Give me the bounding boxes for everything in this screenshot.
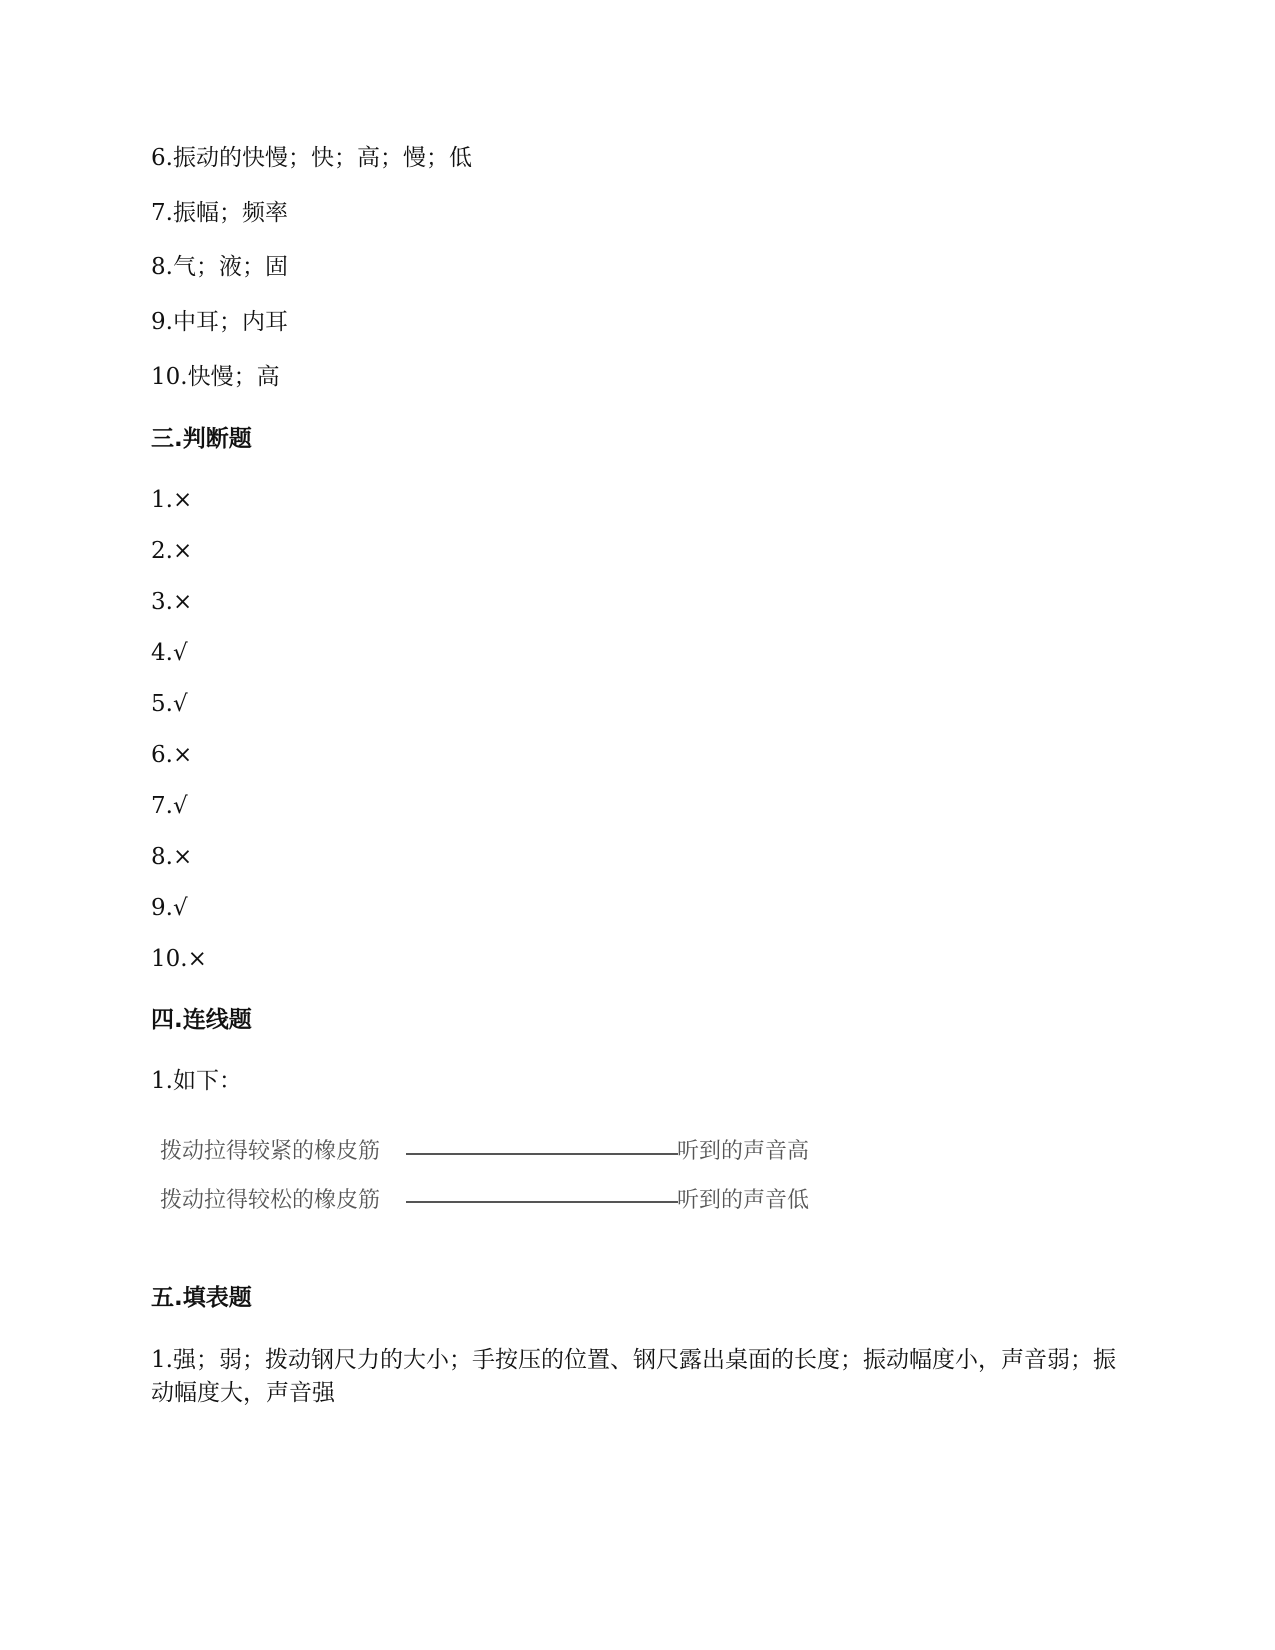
judgement-answer-9: 9.√: [151, 895, 188, 921]
matching-left-2: 拨动拉得较松的橡皮筋: [160, 1188, 381, 1213]
judgement-answer-1: 1.×: [151, 487, 193, 513]
matching-right-2: 听到的声音低: [677, 1188, 810, 1213]
section-heading-table: 五.填表题: [151, 1285, 252, 1311]
fill-answer-7: 7.振幅；频率: [151, 200, 288, 226]
fill-answer-6: 6.振动的快慢；快；高；慢；低: [151, 145, 472, 171]
judgement-answer-4: 4.√: [151, 640, 188, 666]
matching-left-1: 拨动拉得较紧的橡皮筋: [160, 1139, 381, 1164]
judgement-answer-10: 10.×: [151, 946, 207, 972]
section-heading-judgement: 三.判断题: [151, 426, 252, 452]
judgement-answer-8: 8.×: [151, 844, 193, 870]
section-heading-matching: 四.连线题: [151, 1007, 252, 1033]
matching-connector-1: [406, 1153, 678, 1155]
fill-answer-9: 9.中耳；内耳: [151, 309, 288, 335]
judgement-answer-5: 5.√: [151, 691, 188, 717]
judgement-answer-2: 2.×: [151, 538, 193, 564]
fill-answer-8: 8.气；液；固: [151, 254, 288, 280]
fill-answer-10: 10.快慢；高: [151, 364, 280, 390]
judgement-answer-6: 6.×: [151, 742, 193, 768]
judgement-answer-7: 7.√: [151, 793, 188, 819]
table-answer-1: 1.强；弱；拨动钢尺力的大小；手按压的位置、钢尺露出桌面的长度；振动幅度小，声音弱；振动幅度大，声音强: [151, 1347, 1116, 1406]
matching-connector-2: [406, 1201, 678, 1203]
judgement-answer-3: 3.×: [151, 589, 193, 615]
matching-question-1: 1.如下：: [151, 1068, 242, 1094]
matching-right-1: 听到的声音高: [677, 1139, 810, 1164]
